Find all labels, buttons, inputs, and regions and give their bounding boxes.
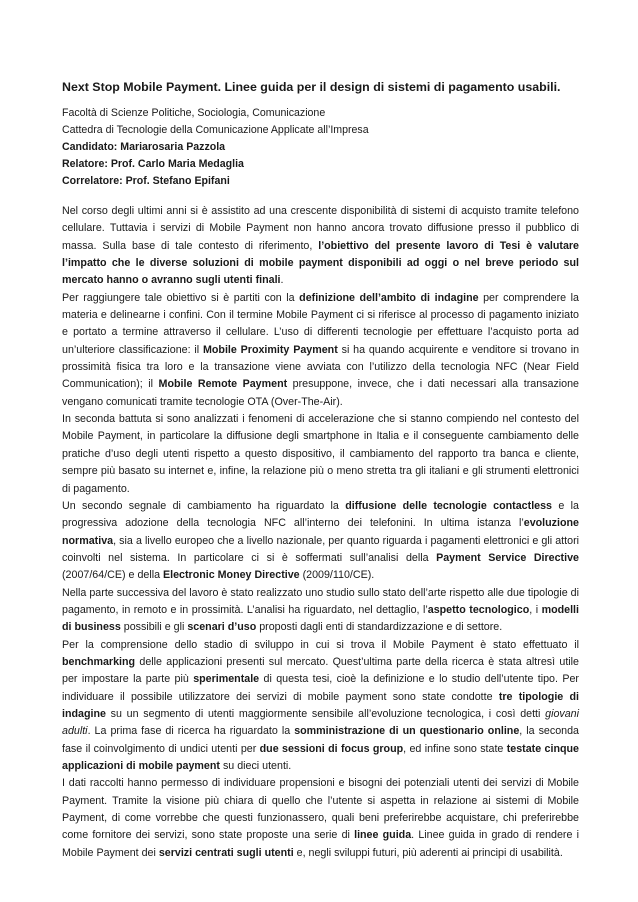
bold-phrase: due sessioni di focus group: [259, 742, 404, 755]
text-run: Nel corso degli ultimi anni si è assistito ad una crescente disponibilità di sistemi di acquisto tramite telefono cellulare. Tuttavia i servizi di Mobile Payment non hanno ancora trovato diffusione presso il pubblico di massa. Sulla base di tale contesto di riferimento,: [62, 205, 579, 252]
text-run: di questa tesi, cioè la definizione e lo studio dell’utente tipo. Per individuare il possibile utilizzatore dei servizi di mobile payment sono state condotte: [62, 673, 579, 703]
supervisor-line: Relatore: Prof. Carlo Maria Medaglia: [62, 158, 244, 170]
italic-phrase: giovani adulti: [62, 707, 579, 738]
bold-phrase: Electronic Money Directive: [163, 569, 300, 582]
text-run: e la progressiva adozione della tecnologia NFC all’interno dei telefonini. In ultima istanza l’: [62, 499, 579, 530]
paragraph-5: [62, 585, 579, 637]
thesis-info: [62, 105, 579, 190]
text-run: Per raggiungere tale obiettivo si è partiti con la: [62, 291, 300, 304]
text-run: proposti dagli enti di standardizzazione e di settore.: [256, 621, 503, 634]
bold-phrase: testate cinque applicazioni di mobile payment: [62, 742, 579, 772]
bold-phrase: definizione dell’ambito di indagine: [299, 291, 479, 304]
text-run: , i: [529, 603, 542, 616]
bold-phrase: diffusione delle tecnologie contactless: [345, 499, 552, 512]
bold-phrase: scenari d’uso: [187, 621, 257, 634]
paragraph-1: [62, 203, 579, 290]
text-run: , ed infine sono state: [403, 742, 507, 755]
text-run: (2009/110/CE).: [299, 569, 375, 582]
bold-phrase: benchmarking: [62, 655, 136, 668]
bold-phrase: aspetto tecnologico: [427, 603, 530, 616]
paragraph-3: [62, 411, 579, 498]
text-run: si ha quando acquirente e venditore si trovano in prossimità fisica tra loro e la transazione viene avviata con l’utilizzo della tecnologia NFC (Near Field Communication); il: [62, 343, 580, 391]
candidate-line: Candidato: Mariarosaria Pazzola: [62, 141, 226, 153]
text-run: In seconda battuta si sono analizzati i fenomeni di accelerazione che si stanno compiendo nel contesto del Mobile Payment, in particolare la diffusione degli smartphone in Italia e il conseguente cambiamento delle pratiche d’uso degli utenti rispetto a questo dispositivo, il cambiamento del rapporto tra banca e cliente, sempre più basato su internet e, infine, la relazione più o meno stretta tra gli italiani e gli strumenti elettronici di pagamento.: [62, 413, 579, 495]
text-run: presuppone, invece, che i dati necessari alla transazione vengano comunicati tramite tecnologie OTA (Over-The-Air).: [62, 378, 579, 408]
text-run: per comprendere la materia e delinearne i confini. Con il termine Mobile Payment ci si riferisce al processo di pagamento iniziato e portato a termine attraverso il cellulare. L’uso di differenti tecnologie per effettuare l’acquisto porta ad un’ulteriore classificazione: il: [62, 291, 579, 356]
faculty-line: Facoltà di Scienze Politiche, Sociologia, Comunicazione: [62, 107, 326, 119]
bold-phrase: tre tipologie di indagine: [62, 690, 579, 720]
bold-phrase: l’obiettivo del presente lavoro di Tesi è valutare l’impatto che le diverse soluzioni di mobile payment disponibili ad oggi o nel breve periodo sul mercato hanno o avranno sugli utenti finali: [62, 239, 579, 287]
co-supervisor-line: Correlatore: Prof. Stefano Epifani: [62, 175, 230, 187]
text-run: . Linee guida in grado di rendere i Mobile Payment dei: [62, 829, 579, 859]
bold-phrase: linee guida: [354, 829, 412, 842]
text-run: Un secondo segnale di cambiamento ha riguardato la: [62, 499, 346, 512]
text-run: su dieci utenti.: [219, 760, 292, 772]
paragraph-2: [62, 290, 579, 411]
text-run: , la seconda fase il coinvolgimento di undici utenti per: [62, 725, 579, 755]
bold-phrase: modelli di business: [62, 603, 579, 634]
document-title: Next Stop Mobile Payment. Linee guida per il design di sistemi di pagamento usabili.: [62, 80, 561, 94]
bold-phrase: somministrazione di un questionario online: [294, 725, 520, 738]
chair-line: Cattedra di Tecnologie della Comunicazione Applicate all’Impresa: [62, 124, 369, 136]
bold-phrase: sperimentale: [193, 673, 260, 686]
text-run: e, negli sviluppi futuri, più aderenti ai principi di usabilità.: [293, 846, 563, 859]
paragraph-7: [62, 775, 579, 862]
abstract-body: [62, 203, 579, 862]
text-run: delle applicazioni presenti sul mercato. Quest’ultima parte della ricerca è stata altresì utile per impostare la parte più: [62, 655, 579, 686]
paragraph-6: [62, 637, 579, 776]
bold-phrase: evoluzione normativa: [62, 517, 579, 547]
bold-phrase: Payment Service Directive: [436, 551, 579, 564]
bold-phrase: servizi centrati sugli utenti: [158, 846, 294, 859]
text-run: (2007/64/CE) e della: [62, 569, 163, 582]
text-run: Per la comprensione dello stadio di sviluppo in cui si trova il Mobile Payment è stato effettuato il: [62, 638, 579, 651]
text-run: I dati raccolti hanno permesso di individuare propensioni e bisogni dei potenziali utenti dei servizi di Mobile Payment. Tramite la visione più chiara di quello che l’utente si aspetta in relazione ai sistemi di Mobile Payment, di come vorrebbe che questi funzionassero, quali beni preferirebbe acquistare, chi preferirebbe come fornitore dei servizi, sono state proposte una serie di: [62, 777, 579, 842]
text-run: possibili e gli: [120, 621, 188, 634]
paragraph-4: [62, 498, 579, 585]
text-run: su un segmento di utenti maggiormente sensibile all’evoluzione tecnologica, i così detti: [105, 707, 546, 720]
text-run: , sia a livello europeo che a livello nazionale, per quanto riguarda i pagamenti elettronici e gli attori coinvolti nel sistema. In particolare ci si è soffermati sull’analisi della: [62, 534, 579, 564]
bold-phrase: Mobile Remote Payment: [158, 378, 288, 391]
bold-phrase: Mobile Proximity Payment: [203, 343, 338, 356]
text-run: Nella parte successiva del lavoro è stato realizzato uno studio sullo stato dell’arte rispetto alle due tipologie di pagamento, in remoto e in prossimità. L’analisi ha riguardato, nel dettaglio, l’: [62, 586, 579, 616]
text-run: . La prima fase di ricerca ha riguardato la: [87, 725, 295, 738]
text-run: .: [280, 274, 284, 287]
